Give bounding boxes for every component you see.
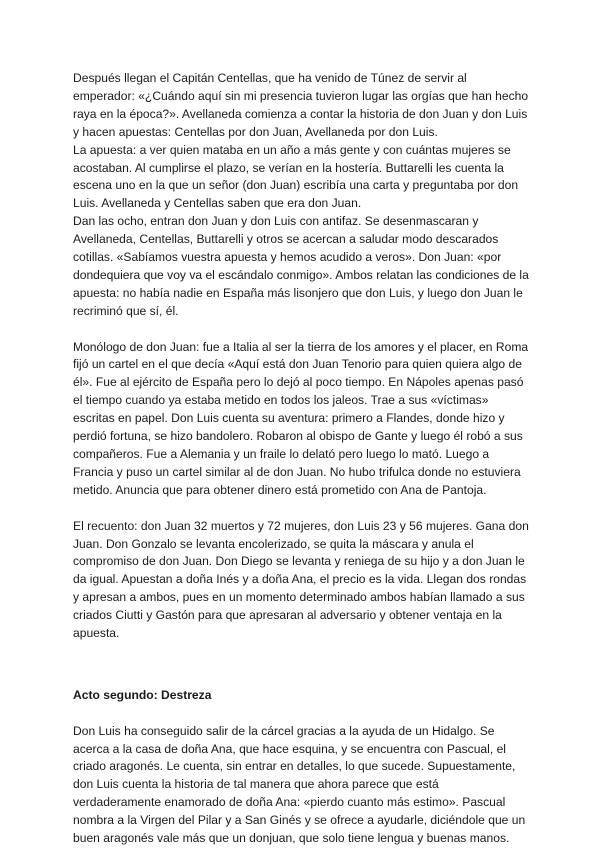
paragraph-dan-las-ocho: Dan las ocho, entran don Juan y don Luis con antifaz. Se desenmascaran y Avellaneda, Centellas, Buttarelli y otros se acercan a saludar modo descarados cotillas. «Sabíamos vuestra apuesta y hemos acudido a veros». Don Juan: «por dondequiera que voy va el escándalo conmigo». Ambos relatan las condiciones de la apuesta: no había nadie en España más lisonjero que don Luis, y luego don Juan le recriminó que sí, él. [73,214,529,318]
paragraph-spacer [73,500,529,518]
paragraph-spacer [73,321,529,339]
paragraph-acto-segundo: Don Luis ha conseguido salir de la cárcel gracias a la ayuda de un Hidalgo. Se acerca a la casa de doña Ana, que hace esquina, y se encuentra con Pascual, el criado aragonés. Le cuenta, sin entrar en detalles, lo que sucede. Supuestamente, don Luis cuenta la historia de tal manera que ahora parece que está verdaderamente enamorado de doña Ana: «pierdo cuanto más estimo». Pascual nombra a la Virgen del Pilar y a San Ginés y se ofrece a ayudarle, diciéndole que un buen aragonés vale más que un donjuan, que solo tiene lengua y buenas manos. [73,723,526,846]
paragraph-spacer [73,705,529,723]
document-page [73,70,529,848]
section-spacer [73,669,529,687]
paragraph-la-apuesta: La apuesta: a ver quien mataba en un año a más gente y con cuántas mujeres se acostaban. Al cumplirse el plazo, se verían en la hostería. Buttarelli les cuenta la escena uno en la que un señor (don Juan) escribía una carta y preguntaba por don Luis. Avellaneda y Centellas saben que era don Juan. [73,142,519,211]
paragraph-monologo: Monólogo de don Juan: fue a Italia al ser la tierra de los amores y el placer, en Roma fijó un cartel en el que decía «Aquí está don Juan Tenorio para quien quiera algo de él». Fue al ejército de España pero lo dejó al poco tiempo. En Nápoles apenas pasó el tiempo cuando ya estaba metido en todos los jaleos. Trae a sus «víctimas» escritas en papel. Don Luis cuenta su aventura: primero a Flandes, donde hizo y perdió fortuna, se hizo bandolero. Robaron al obispo de Gante y luego él robó a sus compañeros. Fue a Alemania y un fraile lo delató pero luego lo mató. Luego a Francia y puso un cartel similar al de don Juan. No hubo trifulca donde no estuviera metido. Anuncia que para obtener dinero está prometido con Ana de Pantoja. [73,339,529,497]
section-heading: Acto segundo: Destreza [73,687,212,702]
section-spacer [73,643,529,669]
paragraph-recuento: El recuento: don Juan 32 muertos y 72 mujeres, don Luis 23 y 56 mujeres. Gana don Juan. Don Gonzalo se levanta encolerizado, se quita la máscara y anula el compromiso de don Juan. Don Diego se levanta y reniega de su hijo y a don Juan le da igual. Apuestan a doña Inés y a doña Ana, el precio es la vida. Llegan dos rondas y apresan a ambos, pues en un momento determinado ambos habían llamado a sus criados Ciutti y Gastón para que apresaran al adversario y obtener ventaja en la apuesta. [73,518,529,641]
paragraph-apuestas-intro: Después llegan el Capitán Centellas, que ha venido de Túnez de servir al emperador: «¿Cuándo aquí sin mi presencia tuvieron lugar las orgías que han hecho raya en la época?». Avellaneda comienza a contar la historia de don Juan y don Luis y hacen apuestas: Centellas por don Juan, Avellaneda por don Luis. [73,71,529,139]
